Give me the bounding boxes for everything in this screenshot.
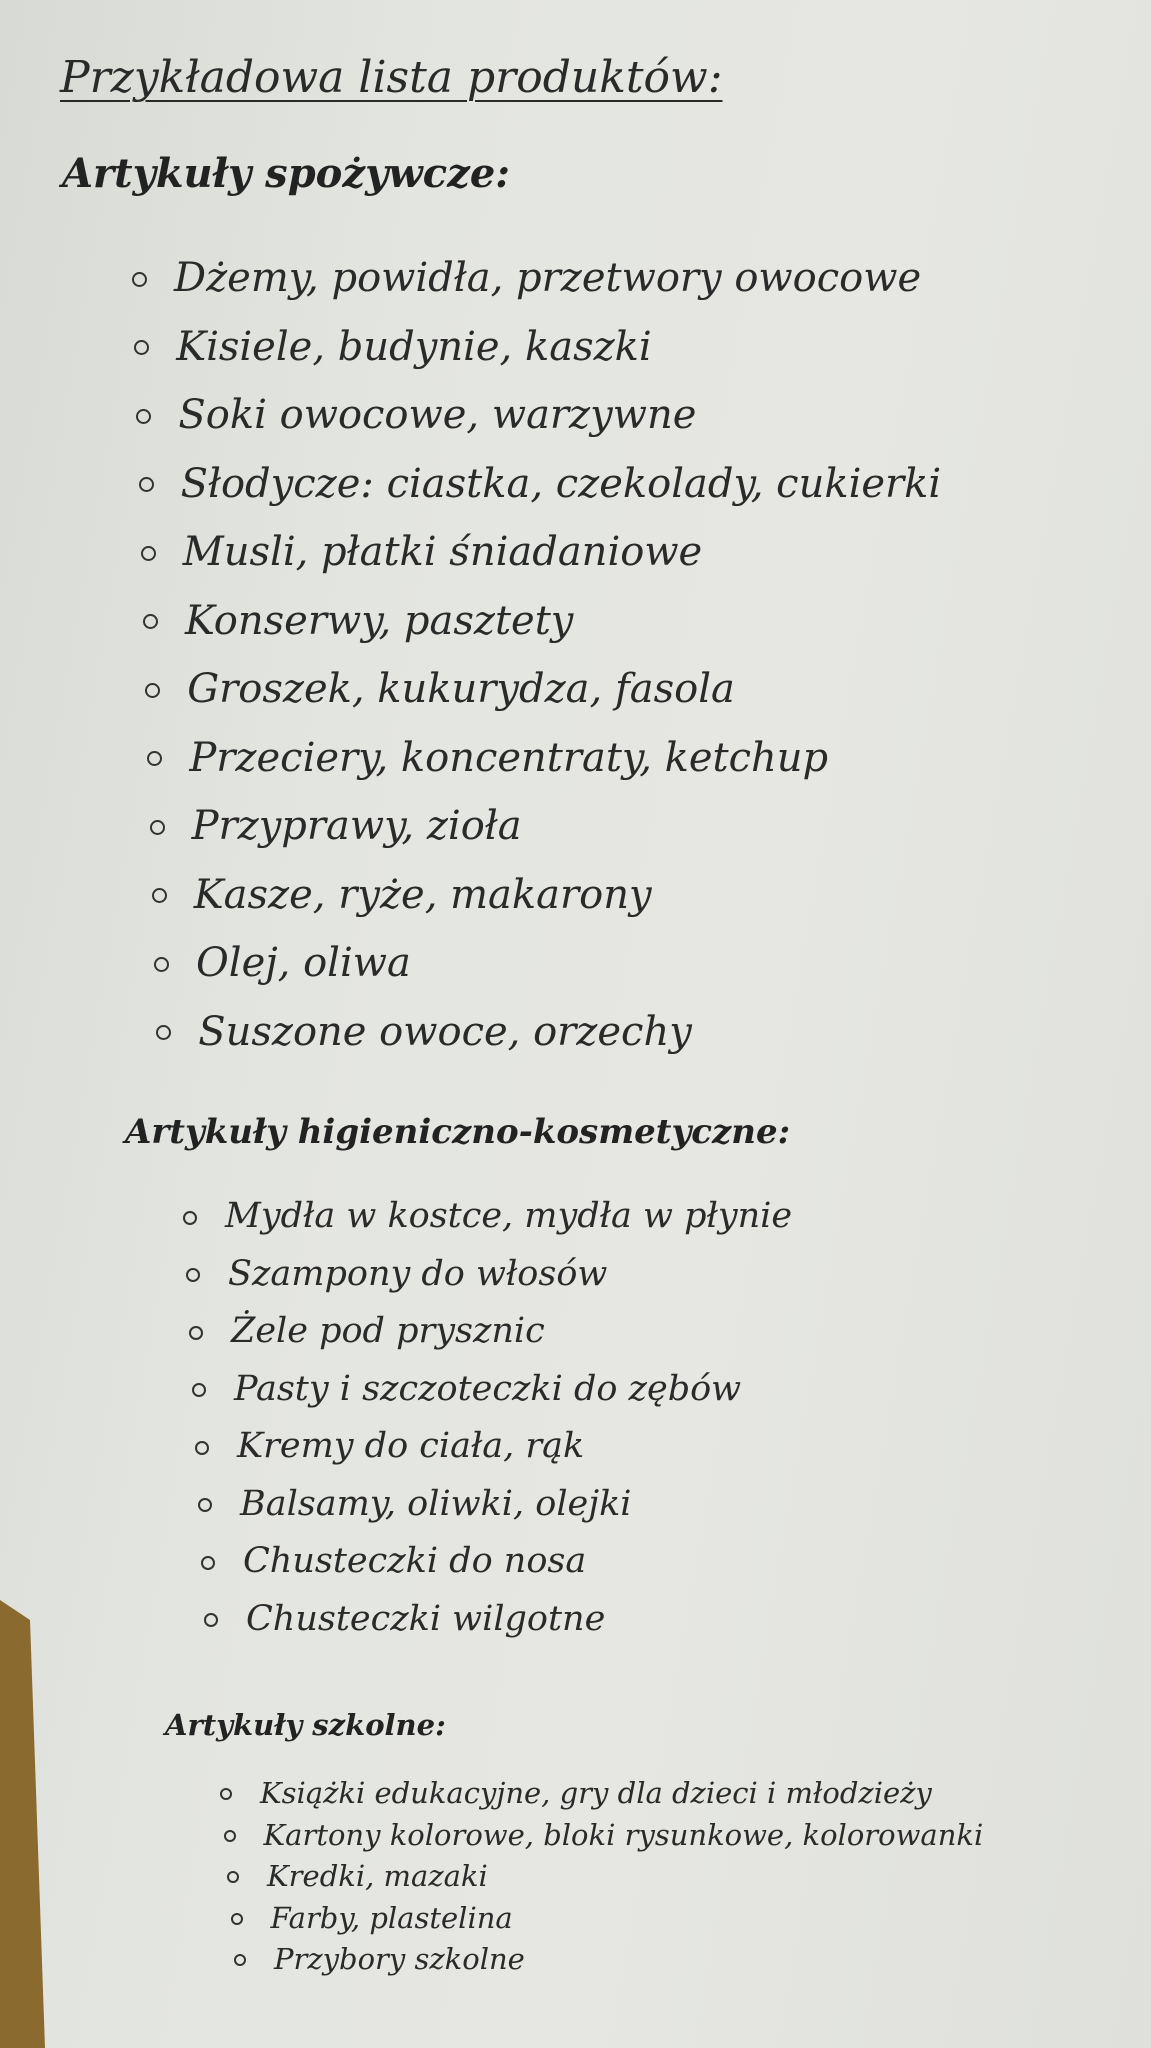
bullet-circle-icon (150, 820, 165, 835)
section-heading: Artykuły higieniczno-kosmetyczne: (125, 1112, 791, 1152)
bullet-circle-icon (231, 1913, 243, 1925)
list-item: Kremy do ciała, rąk (237, 1426, 585, 1466)
list-item: Książki edukacyjne, gry dla dzieci i młodzieży (260, 1776, 932, 1810)
list-item: Przybory szkolne (274, 1942, 525, 1976)
section-heading: Artykuły spożywcze: (62, 150, 511, 197)
bullet-circle-icon (224, 1830, 236, 1842)
bullet-circle-icon (195, 1441, 209, 1455)
list-item: Przyprawy, zioła (191, 803, 522, 849)
list-item: Kredki, mazaki (267, 1859, 488, 1893)
list-item: Kasze, ryże, makarony (193, 871, 652, 918)
bullet-circle-icon (141, 546, 156, 561)
list-item: Kisiele, budynie, kaszki (176, 323, 652, 370)
list-item: Dżemy, powidła, przetwory owocowe (174, 255, 922, 301)
bullet-circle-icon (139, 477, 154, 492)
section-heading: Artykuły szkolne: (165, 1708, 446, 1742)
bullet-circle-icon (154, 957, 169, 972)
list-item: Balsamy, oliwki, olejki (240, 1483, 632, 1524)
bullet-circle-icon (201, 1556, 215, 1570)
list-item: Kartony kolorowe, bloki rysunkowe, kolorowanki (263, 1817, 984, 1852)
list-item: Chusteczki do nosa (243, 1541, 587, 1581)
bullet-circle-icon (132, 272, 147, 287)
list-item: Olej, oliwa (196, 940, 411, 986)
document-title: Przykładowa lista produktów: (60, 52, 723, 103)
list-item: Słodycze: ciastka, czekolady, cukierki (180, 460, 942, 507)
list-item: Groszek, kukurydza, fasola (187, 666, 735, 712)
bullet-circle-icon (189, 1326, 203, 1340)
list-item: Chusteczki wilgotne (246, 1598, 606, 1639)
list-item: Mydła w kostce, mydła w płynie (225, 1196, 793, 1236)
list-item: Żele pod prysznic (231, 1311, 545, 1351)
list-item: Suszone owoce, orzechy (198, 1008, 692, 1055)
list-item: Soki owocowe, warzywne (178, 392, 697, 438)
bullet-circle-icon (183, 1211, 197, 1225)
list-item: Szampony do włosów (228, 1253, 608, 1294)
bullet-circle-icon (145, 683, 160, 698)
list-item: Farby, plastelina (270, 1900, 513, 1935)
list-item: Przeciery, koncentraty, ketchup (189, 734, 829, 781)
bullet-circle-icon (152, 888, 167, 903)
list-item: Musli, płatki śniadaniowe (182, 529, 703, 575)
list-item: Konserwy, pasztety (185, 597, 574, 644)
list-item: Pasty i szczoteczki do zębów (234, 1368, 742, 1409)
